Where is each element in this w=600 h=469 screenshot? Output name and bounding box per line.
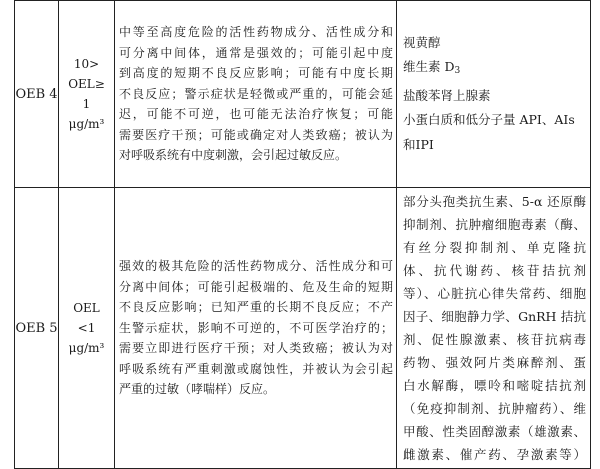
example-line: 和IPI (403, 136, 434, 152)
examples-cell (397, 188, 591, 469)
description-line: 迟，可能不可逆，也可能无法治疗恢复；可能 (119, 107, 393, 122)
description-line: 不良反应；警示症状是轻微或严重的，可能会延 (119, 86, 393, 101)
table-row (15, 1, 591, 188)
example-line: 盐酸苯肾上腺素 (403, 87, 491, 103)
description-line: 严重的过敏（哮喘样）反应。 (119, 382, 276, 397)
oel-line: μg/m³ (68, 341, 105, 355)
oeb-table (14, 0, 591, 469)
example-line: 有丝分裂抑制剂、单克隆抗 (403, 240, 586, 255)
band-cell: OEB 5 (15, 188, 59, 469)
description-line: 分离中间体；可能引起极端的、危及生命的短期 (119, 279, 393, 294)
description-line: 需要医疗干预；可能或确定对人类致癌；被认为 (119, 127, 393, 142)
example-line: 药物、强效阿片类麻醉剂、蛋 (403, 355, 586, 370)
hazard-description-cell (115, 188, 397, 469)
description-line: 到高度的短期不良反应影响；可能有中度长期 (119, 66, 393, 81)
example-line: 抑制剂、抗肿瘤细胞毒素（酶、 (403, 217, 586, 232)
hazard-description-cell (115, 1, 397, 188)
example-line: 白水解酶，嘌呤和嘧啶拮抗剂 (403, 378, 586, 393)
oel-line: OEL≥ (68, 77, 105, 91)
description-line: 强效的极其危险的活性药物成分、活性成分和可 (119, 259, 393, 274)
example-line: 因子、细胞静力学、GnRH 拮抗 (403, 309, 586, 324)
table-row (15, 188, 591, 469)
oel-line: 1 (82, 97, 91, 111)
example-line: 剂、促性腺激素、核苷抗病毒 (403, 332, 586, 347)
description-line: 对呼吸系统有中度刺激，会引起过敏反应。 (119, 148, 348, 163)
subscript: 3 (454, 66, 461, 77)
example-text: 维生素 D (403, 59, 455, 75)
description-line: 生警示症状，影响不可逆的，不可医学治疗的； (119, 320, 393, 335)
example-line (403, 55, 586, 84)
description-line: 需要立即进行医疗干预；对人类致癌；被认为对 (119, 341, 393, 356)
oel-line: OEL (73, 301, 100, 315)
oel-line: μg/m³ (68, 117, 105, 131)
oel-range-cell (59, 1, 115, 188)
example-line: 体、抗代谢药、核苷拮抗剂 (403, 263, 586, 278)
example-line: 小蛋白质和低分子量 API、AIs (403, 112, 575, 128)
example-line: （免疫抑制剂、抗肿瘤药）、维 (403, 401, 586, 416)
description-line: 可分离中间体，通常是强效的；可能引起中度 (119, 45, 393, 60)
oel-range-cell (59, 188, 115, 469)
example-line: 视黄醇 (403, 34, 441, 50)
example-line: 甲酸、性类固醇激素（雄激素、 (403, 424, 586, 439)
description-line: 不良反应影响；已知严重的长期不良反应；不产 (119, 300, 393, 315)
band-cell: OEB 4 (15, 1, 59, 188)
oel-line: <1 (77, 321, 96, 335)
description-line: 中等至高度危险的活性药物成分、活性成分和 (119, 25, 393, 40)
example-line: 部分头孢类抗生素、5-α 还原酶 (403, 194, 586, 209)
example-line: 等）、心脏抗心律失常药、细胞 (403, 286, 586, 301)
description-line: 呼吸系统有严重刺激或腐蚀性，并被认为会引起 (119, 361, 393, 376)
example-line: 雌激素、催产药、孕激素等） (403, 447, 586, 462)
examples-cell (397, 1, 591, 188)
oel-line: 10> (73, 57, 100, 71)
